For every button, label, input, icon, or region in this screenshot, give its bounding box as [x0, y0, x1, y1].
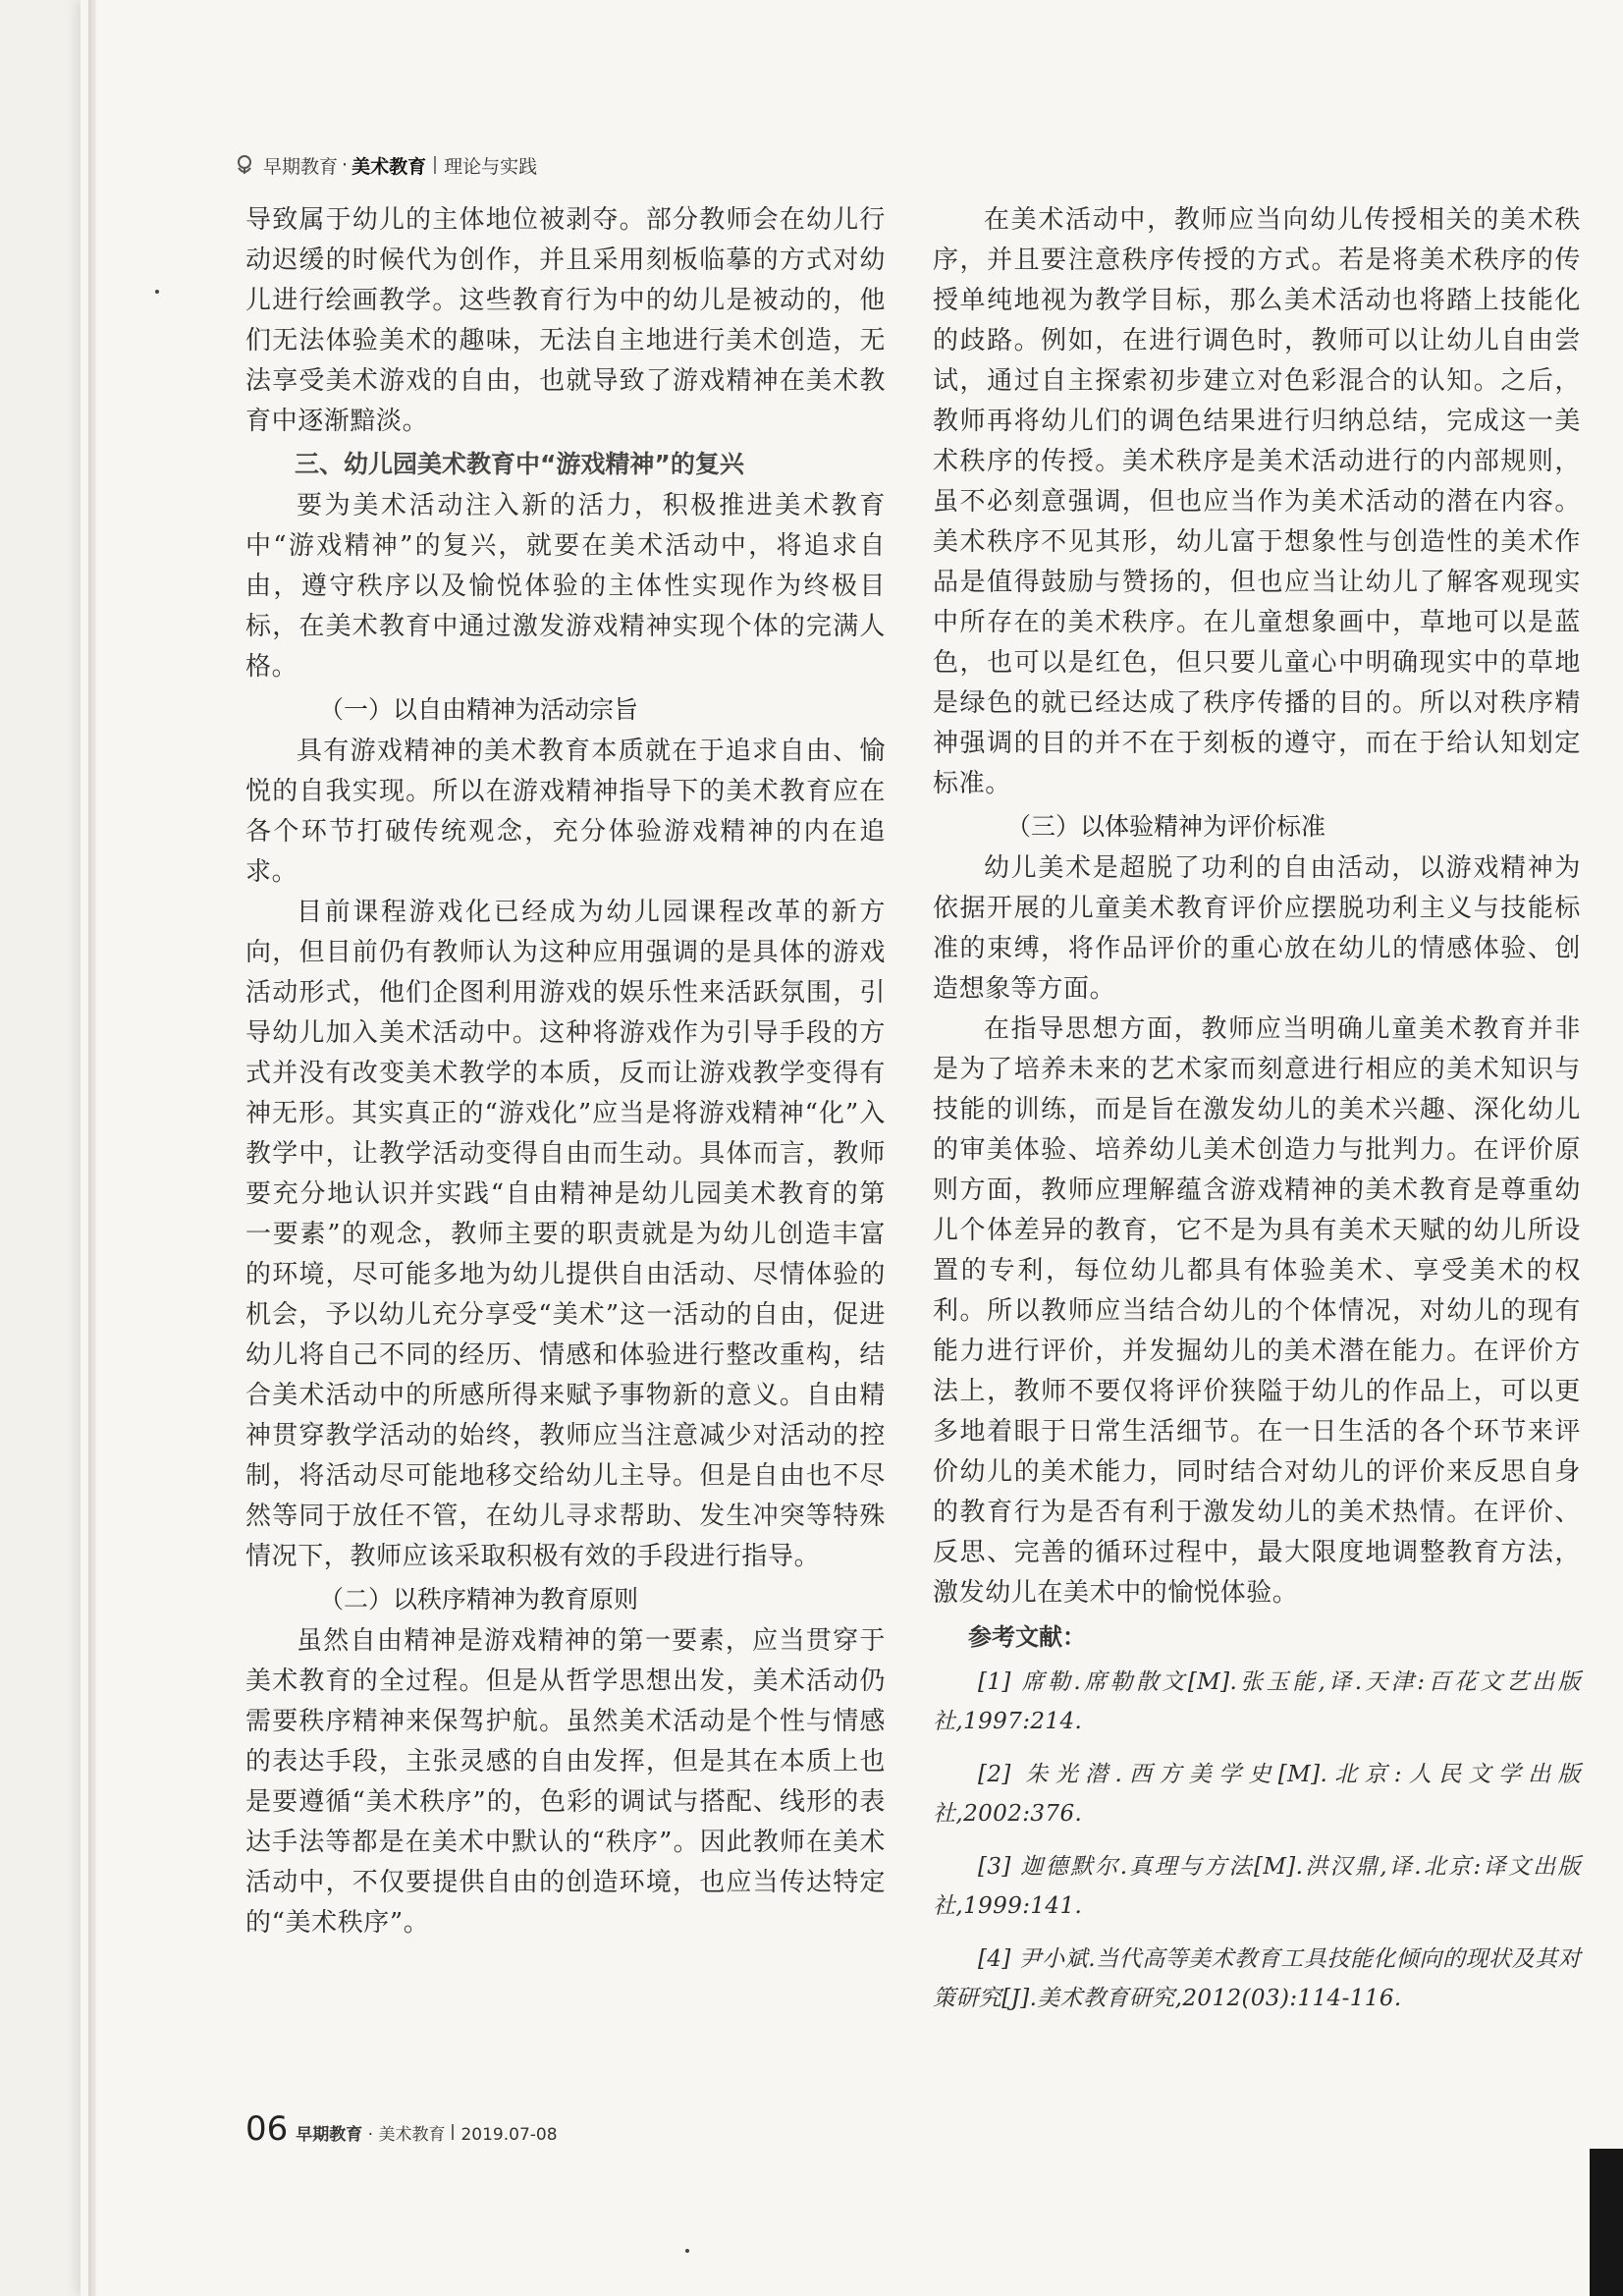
- footer-separator-dot: ·: [362, 2125, 379, 2145]
- header-journal: 早期教育: [263, 155, 339, 178]
- scan-speck: [155, 290, 159, 294]
- footer-section: 美术教育: [378, 2125, 446, 2145]
- header-category: 理论与实践: [444, 155, 538, 178]
- section-heading: 三、幼儿园美术教育中“游戏精神”的复兴: [295, 450, 744, 478]
- running-header: [234, 147, 537, 183]
- footer-journal: 早期教育: [296, 2125, 363, 2145]
- scan-speck: [685, 2249, 689, 2253]
- paragraph: 导致属于幼儿的主体地位被剥夺。部分教师会在幼儿行动迟缓的时候代为创作，并且采用刻板临摹的方式对幼儿进行绘画教学。这些教育行为中的幼儿是被动的，他们无法体验美术的趣味，无法自主地进行美术创造，无法享受美术游戏的自由，也就导致了游戏精神在美术教育中逐渐黯淡。: [245, 205, 886, 436]
- subsection-heading: （一）以自由精神为活动宗旨: [319, 695, 639, 724]
- right-column: [933, 200, 1581, 2032]
- left-column: [245, 200, 886, 1943]
- reference-item: [4] 尹小斌.当代高等美术教育工具技能化倾向的现状及其对策研究[J].美术教育研究,2012(03):114-116.: [933, 1946, 1581, 2011]
- page-spine-shadow: [88, 0, 96, 2296]
- subsection-heading: （三）以体验精神为评价标准: [1006, 812, 1326, 841]
- reference-item: [2] 朱光潜.西方美学史[M].北京:人民文学出版社,2002:376.: [933, 1762, 1581, 1827]
- page-number: 06: [245, 2109, 289, 2149]
- paragraph: 目前课程游戏化已经成为幼儿园课程改革的新方向，但目前仍有教师认为这种应用强调的是具体的游戏活动形式，他们企图利用游戏的娱乐性来活跃氛围，引导幼儿加入美术活动中。这种将游戏作为引导手段的方式并没有改变美术教学的本质，反而让游戏教学变得有神无形。其实真正的“游戏化”应当是将游戏精神“化”入教学中，让教学活动变得自由而生动。具体而言，教师要充分地认识并实践“自由精神是幼儿园美术教育的第一要素”的观念，教师主要的职责就是为幼儿创造丰富的环境，尽可能多地为幼儿提供自由活动、尽情体验的机会，予以幼儿充分享受“美术”这一活动的自由，促进幼儿将自己不同的经历、情感和体验进行整改重构，结合美术活动中的所感所得来赋予事物新的意义。自由精神贯穿教学活动的始终，教师应当注意减少对活动的控制，将活动尽可能地移交给幼儿主导。但是自由也不尽然等同于放任不管，在幼儿寻求帮助、发生冲突等特殊情况下，教师应该采取积极有效的手段进行指导。: [245, 898, 886, 1571]
- footer-divider: [452, 2124, 454, 2140]
- paragraph: 在美术活动中，教师应当向幼儿传授相关的美术秩序，并且要注意秩序传授的方式。若是将美术秩序的传授单纯地视为教学目标，那么美术活动也将踏上技能化的歧路。例如，在进行调色时，教师可以让幼儿自由尝试，通过自主探索初步建立对色彩混合的认知。之后，教师再将幼儿们的调色结果进行归纳总结，完成这一美术秩序的传授。美术秩序是美术活动进行的内部规则，虽不必刻意强调，但也应当作为美术活动的潜在内容。美术秩序不见其形，幼儿富于想象性与创造性的美术作品是值得鼓励与赞扬的，但也应当让幼儿了解客观现实中所存在的美术秩序。在儿童想象画中，草地可以是蓝色，也可以是红色，但只要儿童心中明确现实中的草地是绿色的就已经达成了秩序传播的目的。所以对秩序精神强调的目的并不在于刻板的遵守，而在于给认知划定标准。: [933, 205, 1581, 798]
- references-heading: 参考文献：: [968, 1623, 1086, 1651]
- paragraph: 要为美术活动注入新的活力，积极推进美术教育中“游戏精神”的复兴，就要在美术活动中，将追求自由，遵守秩序以及愉悦体验的主体性实现作为终极目标，在美术教育中通过激发游戏精神实现个体的完满人格。: [245, 491, 886, 682]
- paragraph: 在指导思想方面，教师应当明确儿童美术教育并非是为了培养未来的艺术家而刻意进行相应的美术知识与技能的训练，而是旨在激发幼儿的美术兴趣、深化幼儿的审美体验、培养幼儿美术创造力与批判力。在评价原则方面，教师应理解蕴含游戏精神的美术教育是尊重幼儿个体差异的教育，它不是为具有美术天赋的幼儿所设置的专利，每位幼儿都具有体验美术、享受美术的权利。所以教师应当结合幼儿的个体情况，对幼儿的现有能力进行评价，并发掘幼儿的美术潜在能力。在评价方法上，教师不要仅将评价狭隘于幼儿的作品上，可以更多地着眼于日常生活细节。在一日生活的各个环节来评价幼儿的美术能力，同时结合对幼儿的评价来反思自身的教育行为是否有利于激发幼儿的美术热情。在评价、反思、完善的循环过程中，最大限度地调整教育方法，激发幼儿在美术中的愉悦体验。: [933, 1014, 1581, 1608]
- reference-item: [3] 迦德默尔.真理与方法[M].洪汉鼎,译.北京:译文出版社,1999:141.: [933, 1854, 1581, 1919]
- scan-edge-shadow: [1590, 2149, 1623, 2296]
- running-footer: [245, 2109, 558, 2149]
- journal-logo-icon: [234, 154, 255, 176]
- paragraph: 幼儿美术是超脱了功利的自由活动，以游戏精神为依据开展的儿童美术教育评价应摆脱功利主义与技能标准的束缚，将作品评价的重心放在幼儿的情感体验、创造想象等方面。: [933, 853, 1581, 1004]
- footer-issue: 2019.07-08: [460, 2125, 558, 2145]
- header-section: 美术教育: [352, 155, 427, 178]
- subsection-heading: （二）以秩序精神为教育原则: [319, 1585, 639, 1613]
- header-separator-dot: ·: [342, 154, 349, 176]
- reference-item: [1] 席勒.席勒散文[M].张玉能,译.天津:百花文艺出版社,1997:214.: [933, 1669, 1581, 1734]
- header-divider: [434, 156, 436, 174]
- paragraph: 具有游戏精神的美术教育本质就在于追求自由、愉悦的自我实现。所以在游戏精神指导下的美术教育应在各个环节打破传统观念，充分体验游戏精神的内在追求。: [245, 737, 886, 887]
- paragraph: 虽然自由精神是游戏精神的第一要素，应当贯穿于美术教育的全过程。但是从哲学思想出发，美术活动仍需要秩序精神来保驾护航。虽然美术活动是个性与情感的表达手段，主张灵感的自由发挥，但是其在本质上也是要遵循“美术秩序”的，色彩的调试与搭配、线形的表达手法等都是在美术中默认的“秩序”。因此教师在美术活动中，不仅要提供自由的创造环境，也应当传达特定的“美术秩序”。: [245, 1626, 886, 1938]
